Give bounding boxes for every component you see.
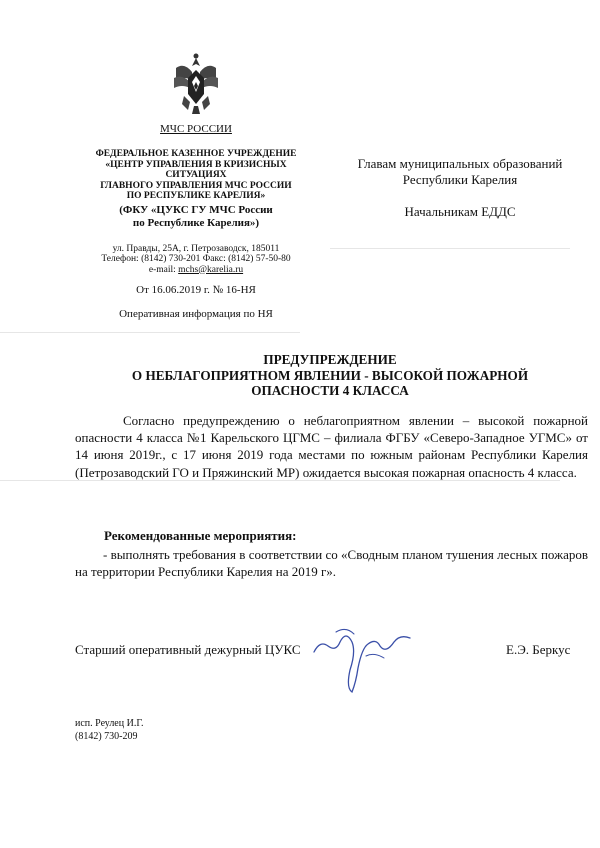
document-date-number: От 16.06.2019 г. № 16-НЯ (136, 284, 256, 296)
bleed-line (330, 248, 570, 249)
postal-address: ул. Правды, 25А, г. Петрозаводск, 185011 (112, 243, 280, 254)
recipient-line: Начальникам ЕДДС (404, 204, 516, 219)
signer-position: Старший оперативный дежурный ЦУКС (75, 642, 301, 657)
signer-name: Е.Э. Беркус (506, 642, 571, 657)
handwritten-signature (306, 612, 426, 702)
email-label: e-mail: (148, 264, 179, 275)
bleed-line (0, 332, 300, 333)
recommendations-title: Рекомендованные мероприятия: (104, 528, 297, 543)
email-line (76, 265, 316, 276)
org-line: СИТУАЦИЯХ (165, 170, 227, 180)
heading-line: О НЕБЛАГОПРИЯТНОМ ЯВЛЕНИИ - ВЫСОКОЙ ПОЖАРНОЙ (131, 367, 529, 383)
recipient-line: Главам муниципальных образований (357, 156, 563, 171)
warning-body-paragraph: Согласно предупреждению о неблагоприятном явлении – высокой пожарной опасности 4 класса №1 Карельского ЦГМС – филиала ФГБУ «Северо-Западное УГМС» от 14 июня 2019г., с 17 июня 2019 года местами по южным районам Республики Карелия (Петрозаводский ГО и Пряжинский МР) ожидается высокая пожарная опасность 4 класса. (75, 413, 588, 480)
recommendation-item: - выполнять требования в соответствии со «Сводным планом тушения лесных пожаров на территории Республики Карелия на 2019 г». (75, 547, 588, 580)
org-line: ФЕДЕРАЛЬНОЕ КАЗЕННОЕ УЧРЕЖДЕНИЕ (95, 149, 297, 159)
warning-heading (90, 352, 570, 399)
contact-block (76, 244, 316, 276)
org-line: ПО РЕСПУБЛИКЕ КАРЕЛИЯ» (126, 191, 266, 201)
abbrev-line: по Республике Карелия») (132, 216, 260, 229)
organization-abbreviation (76, 204, 316, 230)
org-line: «ЦЕНТР УПРАВЛЕНИЯ В КРИЗИСНЫХ (105, 159, 287, 170)
emchs-emblem-icon (170, 52, 222, 116)
organization-full-name (76, 149, 316, 202)
org-line: ГЛАВНОГО УПРАВЛЕНИЯ МЧС РОССИИ (100, 180, 292, 191)
recipients-block (340, 156, 580, 220)
recipient-line: Республики Карелия (402, 172, 518, 187)
document-subject: Оперативная информация по НЯ (119, 308, 273, 320)
heading-line: ПРЕДУПРЕЖДЕНИЕ (263, 352, 397, 367)
abbrev-line: (ФКУ «ЦУКС ГУ МЧС России (119, 203, 273, 216)
executor-name: исп. Реулец И.Г. (75, 718, 144, 729)
ministry-name: МЧС РОССИИ (160, 123, 232, 135)
email-link[interactable]: mchs@karelia.ru (178, 264, 244, 275)
organization-header (76, 124, 316, 275)
phone-fax: Телефон: (8142) 730-201 Факс: (8142) 57-50-80 (101, 254, 291, 264)
heading-line: ОПАСНОСТИ 4 КЛАССА (251, 383, 409, 398)
executor-phone: (8142) 730-209 (75, 730, 138, 742)
executor-block (75, 718, 143, 743)
